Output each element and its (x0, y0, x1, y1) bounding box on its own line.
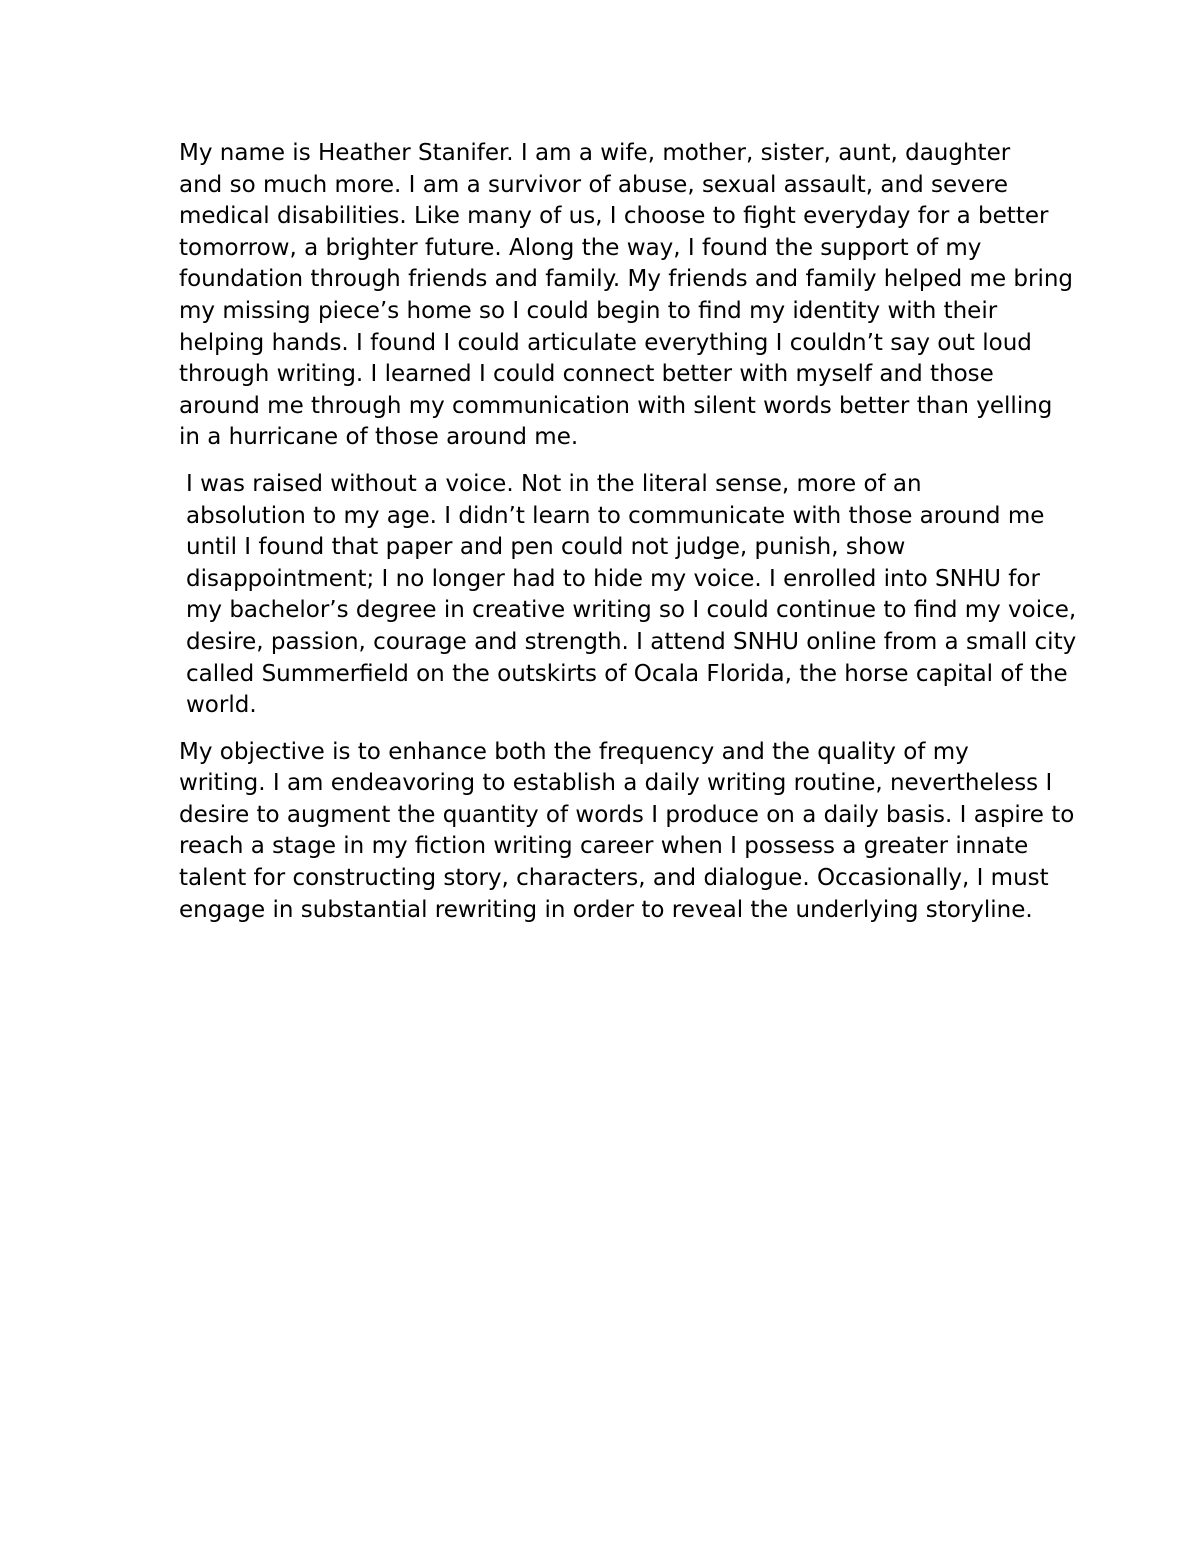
text-line: engage in substantial rewriting in order to reveal the underlying storyline. (179, 896, 1033, 923)
text-line: until I found that paper and pen could not judge, punish, show (186, 534, 906, 561)
text-line: desire, passion, courage and strength. I attend SNHU online from a small city (186, 628, 1077, 655)
text-line: my missing piece’s home so I could begin to find my identity with their (179, 297, 998, 324)
text-line: disappointment; I no longer had to hide my voice. I enrolled into SNHU for (186, 565, 1040, 592)
text-line: reach a stage in my fiction writing career when I possess a greater innate (179, 833, 1029, 860)
text-line: foundation through friends and family. My friends and family helped me bring (179, 266, 1074, 293)
document-body (142, 138, 1077, 941)
text-line: absolution to my age. I didn’t learn to communicate with those around me (186, 502, 1045, 529)
text-line: helping hands. I found I could articulate everything I couldn’t say out loud (179, 329, 1032, 356)
paragraph-3 (142, 737, 1075, 927)
paragraph-2 (142, 469, 1077, 722)
text-line: desire to augment the quantity of words I produce on a daily basis. I aspire to (179, 801, 1075, 828)
text-line: tomorrow, a brighter future. Along the way, I found the support of my (179, 234, 982, 261)
text-line: and so much more. I am a survivor of abuse, sexual assault, and severe (179, 171, 1008, 198)
text-line: medical disabilities. Like many of us, I choose to fight everyday for a better (179, 203, 1049, 230)
text-line: in a hurricane of those around me. (179, 424, 579, 451)
text-line: My name is Heather Stanifer. I am a wife, mother, sister, aunt, daughter (179, 140, 1011, 166)
paragraph-1 (142, 138, 1074, 454)
text-line: world. (186, 692, 257, 719)
text-line: called Summerfield on the outskirts of Ocala Florida, the horse capital of the (186, 660, 1068, 687)
text-line: talent for constructing story, characters, and dialogue. Occasionally, I must (179, 865, 1049, 892)
text-line: I was raised without a voice. Not in the literal sense, more of an (186, 470, 922, 497)
text-line: through writing. I learned I could connect better with myself and those (179, 361, 994, 388)
text-line: My objective is to enhance both the frequency and the quality of my (179, 738, 969, 765)
text-line: writing. I am endeavoring to establish a daily writing routine, nevertheless I (179, 770, 1053, 797)
text-line: around me through my communication with silent words better than yelling (179, 392, 1053, 419)
text-line: my bachelor’s degree in creative writing so I could continue to find my voice, (186, 597, 1077, 624)
